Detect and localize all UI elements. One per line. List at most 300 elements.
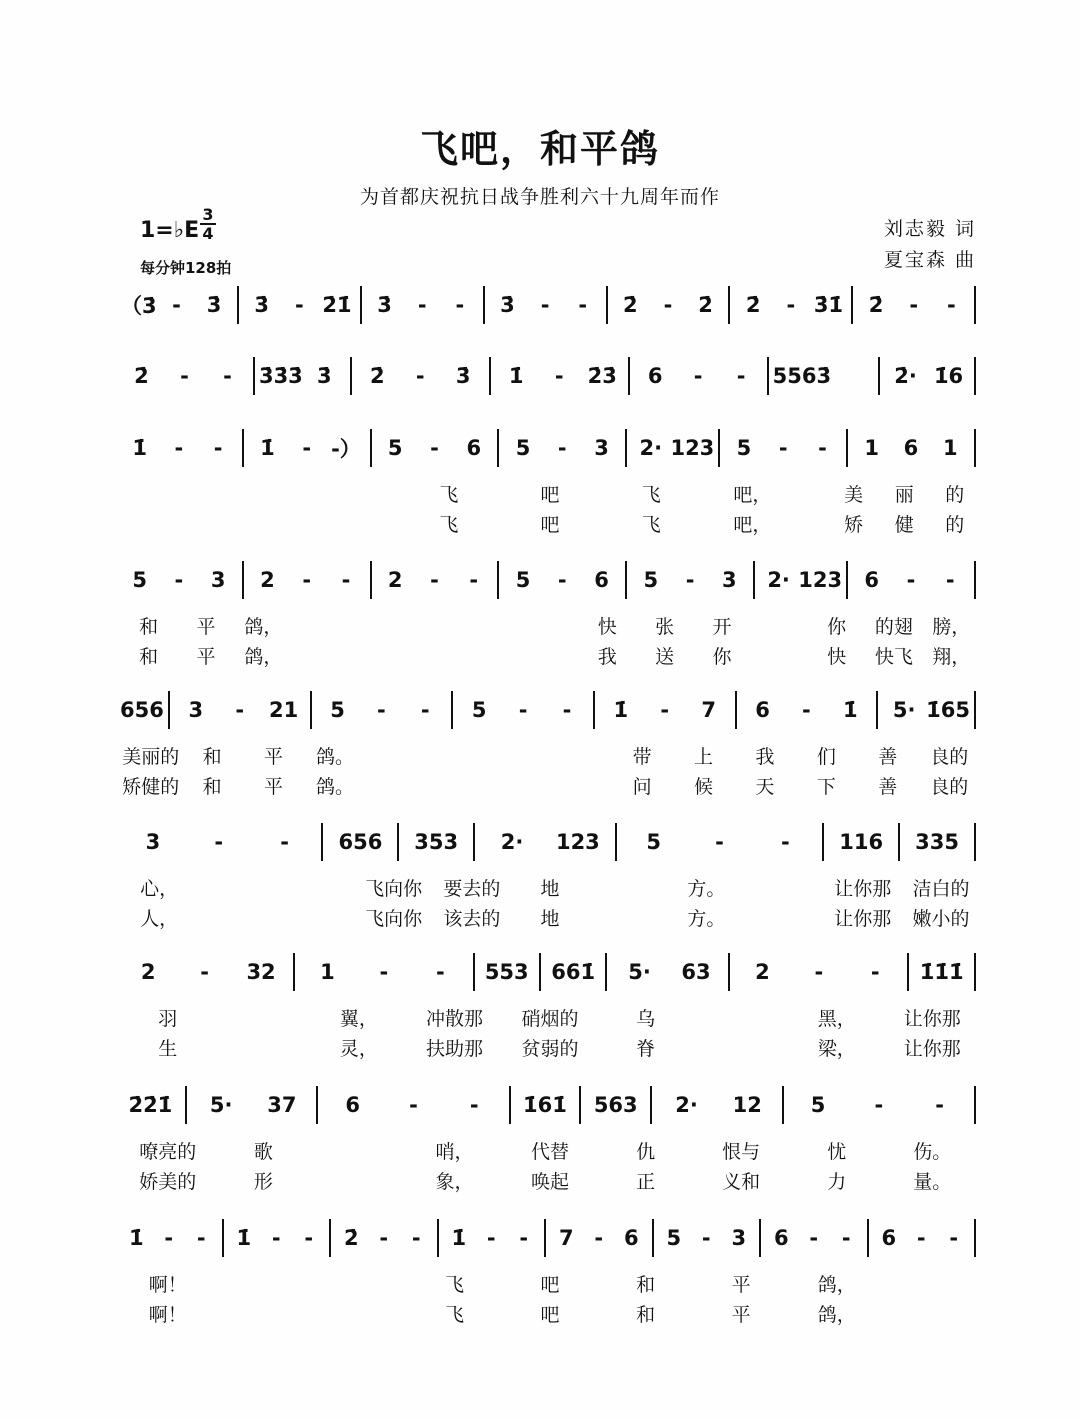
lyric-syllable: 歌 bbox=[253, 1141, 273, 1163]
bar-line bbox=[237, 286, 239, 324]
note: 3̇3̇3̇ bbox=[258, 364, 303, 388]
note: 5 bbox=[132, 568, 147, 592]
bar-line bbox=[767, 357, 769, 395]
lyric-syllable bbox=[464, 642, 521, 669]
lyric-syllable: 平 bbox=[264, 776, 284, 798]
note: 6 bbox=[466, 436, 482, 460]
note: 5563̇ bbox=[772, 364, 832, 388]
lyric-syllable: 吧 bbox=[540, 1274, 560, 1296]
note: - bbox=[786, 293, 796, 317]
note: 5 bbox=[471, 698, 487, 722]
lyric-syllable: 我 bbox=[597, 646, 617, 668]
lyric-syllable: 吧 bbox=[540, 514, 560, 536]
lyric-syllable: 心， bbox=[140, 878, 179, 900]
note: 116 bbox=[839, 830, 884, 854]
lyric-syllable bbox=[198, 874, 276, 901]
note: 2· bbox=[767, 568, 790, 592]
lyric-syllable bbox=[589, 904, 667, 931]
note: 37 bbox=[267, 1093, 297, 1117]
bar-line bbox=[360, 286, 362, 324]
bar-line bbox=[310, 691, 312, 729]
note: - bbox=[945, 568, 955, 592]
lyric-syllable: 伤。 bbox=[913, 1141, 952, 1163]
lyric-syllable: 生 bbox=[158, 1038, 178, 1060]
note: 1̇ bbox=[128, 1226, 144, 1250]
lyric-syllable bbox=[276, 904, 354, 931]
lyric-syllable: 让你那 bbox=[903, 1008, 961, 1030]
lyric-syllable: 力 bbox=[827, 1171, 847, 1193]
lyric-syllable bbox=[427, 772, 488, 799]
bar-line bbox=[782, 1086, 784, 1124]
lyric-syllable: 和 bbox=[139, 616, 159, 638]
lyric-syllable bbox=[292, 642, 349, 669]
lyric-syllable: 恨与 bbox=[722, 1141, 761, 1163]
lyric-syllable bbox=[474, 510, 525, 537]
lyric-syllable: 飞 bbox=[444, 1274, 464, 1296]
lyric-syllable: 冲散那 bbox=[425, 1008, 483, 1030]
lyric-syllable: 飞向你 bbox=[365, 908, 423, 930]
note: 5 bbox=[666, 1226, 682, 1250]
note: 1 bbox=[864, 436, 880, 460]
lyric-line-1 bbox=[120, 1004, 980, 1031]
note: - bbox=[693, 364, 703, 388]
note: - bbox=[660, 698, 670, 722]
note: - bbox=[196, 1226, 206, 1250]
note: 1̇1̇1̇ bbox=[919, 960, 964, 984]
lyric-syllable bbox=[216, 1300, 312, 1327]
lyric-syllable bbox=[272, 480, 323, 507]
note: - bbox=[302, 568, 312, 592]
staff-system bbox=[120, 690, 980, 810]
lyric-syllable: 良的 bbox=[930, 776, 969, 798]
lyric-syllable: 该去的 bbox=[443, 908, 501, 930]
lyric-syllable: 地 bbox=[540, 878, 560, 900]
note: - bbox=[164, 1226, 174, 1250]
lyric-syllable bbox=[464, 612, 521, 639]
lyric-syllable: 吧， bbox=[733, 484, 772, 506]
lyric-syllable: 平 bbox=[196, 646, 216, 668]
note: - bbox=[409, 1093, 418, 1117]
bar-line bbox=[974, 429, 976, 467]
note: 2 bbox=[140, 960, 156, 984]
note: - bbox=[663, 293, 673, 317]
lyric-syllable: 和 bbox=[636, 1274, 656, 1296]
lyric-syllable: 梁， bbox=[817, 1038, 856, 1060]
lyric-syllable: 美 bbox=[844, 484, 864, 506]
lyric-syllable: 开 bbox=[712, 616, 732, 638]
lyric-syllable: 羽 bbox=[158, 1008, 178, 1030]
lyric-syllable: 快 bbox=[827, 646, 847, 668]
bar-line bbox=[168, 691, 170, 729]
lyric-line-1 bbox=[120, 1137, 980, 1164]
lyric-line-2 bbox=[120, 1300, 980, 1327]
bar-line bbox=[974, 561, 976, 599]
lyric-syllable: 吧 bbox=[540, 1304, 560, 1326]
note: 2̇3̇ bbox=[587, 364, 617, 388]
lyric-syllable bbox=[311, 1270, 407, 1297]
note: - bbox=[379, 960, 389, 984]
lyric-syllable bbox=[120, 480, 171, 507]
lyric-syllable: 要去的 bbox=[443, 878, 501, 900]
lyric-syllable: 贫弱的 bbox=[521, 1038, 579, 1060]
bar-line bbox=[329, 1219, 331, 1257]
bar-line bbox=[974, 691, 976, 729]
note: 2· bbox=[639, 436, 663, 460]
lyric-syllable: 平 bbox=[264, 746, 284, 768]
lyric-syllable bbox=[693, 1004, 789, 1031]
song-title: 飞吧，和平鸽 bbox=[419, 126, 660, 171]
note: 3 bbox=[731, 1226, 747, 1250]
note: 563 bbox=[593, 1093, 638, 1117]
lyric-syllable: 丽 bbox=[894, 484, 914, 506]
note: 1̇ bbox=[236, 1226, 252, 1250]
note: 123 bbox=[798, 568, 843, 592]
lyric-syllable bbox=[216, 1034, 312, 1061]
note: - bbox=[213, 436, 223, 460]
lyric-line-2 bbox=[120, 510, 980, 537]
note: -） bbox=[331, 437, 361, 461]
lyric-syllable: 你 bbox=[827, 616, 847, 638]
note: - bbox=[430, 568, 439, 592]
staff-system bbox=[120, 1085, 980, 1205]
lyric-syllable: 硝烟的 bbox=[521, 1008, 579, 1030]
note: - bbox=[341, 568, 351, 592]
lyric-syllable: 飞 bbox=[641, 514, 661, 536]
lyric-syllable bbox=[216, 1270, 312, 1297]
lyric-syllable bbox=[778, 510, 829, 537]
note: 6 bbox=[594, 568, 609, 592]
note: - bbox=[701, 1226, 711, 1250]
note: 32 bbox=[246, 960, 276, 984]
bar-line bbox=[605, 953, 607, 991]
note: - bbox=[906, 568, 916, 592]
note: （3̇ bbox=[121, 294, 157, 318]
lyric-syllable: 平 bbox=[731, 1304, 751, 1326]
lyric-syllable: 们 bbox=[816, 746, 836, 768]
lyric-syllable: 天 bbox=[755, 776, 775, 798]
bar-line bbox=[370, 429, 372, 467]
bar-line bbox=[593, 691, 595, 729]
lyric-syllable bbox=[198, 904, 276, 931]
note: 2· bbox=[500, 830, 524, 854]
note: - bbox=[417, 293, 427, 317]
note: 1̇ bbox=[613, 698, 629, 722]
note-row bbox=[120, 1218, 980, 1258]
bar-line bbox=[489, 357, 491, 395]
bar-line bbox=[759, 1219, 761, 1257]
staff-system bbox=[120, 952, 980, 1072]
bar-line bbox=[851, 286, 853, 324]
composer-credit: 夏宝森 曲 bbox=[883, 249, 976, 271]
lyric-line-1 bbox=[120, 742, 980, 769]
lyric-syllable: 象， bbox=[435, 1171, 474, 1193]
bar-line bbox=[625, 561, 627, 599]
lyric-syllable: 和 bbox=[202, 776, 222, 798]
note: 6 bbox=[903, 436, 919, 460]
lyric-syllable: 善 bbox=[878, 776, 898, 798]
note: 3 bbox=[188, 698, 204, 722]
lyric-syllable bbox=[322, 510, 373, 537]
bar-line bbox=[321, 823, 323, 861]
lyric-syllable bbox=[489, 772, 550, 799]
note: - bbox=[302, 436, 312, 460]
lyric-syllable: 嘹亮的 bbox=[139, 1141, 197, 1163]
note: 5 bbox=[515, 568, 531, 592]
note-row bbox=[120, 952, 980, 992]
lyric-syllable: 膀， bbox=[932, 616, 971, 638]
note: 2 bbox=[387, 568, 403, 592]
lyric-syllable bbox=[366, 742, 427, 769]
lyric-syllable bbox=[589, 874, 667, 901]
note: 2 bbox=[260, 568, 275, 592]
bar-line bbox=[185, 1086, 187, 1124]
lyric-syllable: 矫健的 bbox=[122, 776, 180, 798]
lyric-syllable bbox=[474, 480, 525, 507]
note: 6 bbox=[881, 1226, 897, 1250]
lyric-syllable: 鸽， bbox=[817, 1304, 856, 1326]
note: 1̇ bbox=[132, 436, 147, 460]
lyric-syllable: 乌 bbox=[636, 1008, 656, 1030]
note: 1̇ bbox=[451, 1226, 467, 1250]
lyric-syllable: 平 bbox=[731, 1274, 751, 1296]
note: 2· bbox=[675, 1093, 698, 1117]
lyric-syllable: 你 bbox=[712, 646, 732, 668]
lyric-syllable: 仇 bbox=[636, 1141, 656, 1163]
lyric-syllable: 灵， bbox=[339, 1038, 378, 1060]
note: - bbox=[455, 293, 465, 317]
note: - bbox=[486, 1226, 496, 1250]
lyric-syllable: 翔， bbox=[932, 646, 971, 668]
note: 1 bbox=[320, 960, 335, 984]
bar-line bbox=[735, 691, 737, 729]
lyric-syllable: 吧， bbox=[733, 514, 772, 536]
bar-line bbox=[437, 1219, 439, 1257]
note-row bbox=[120, 428, 980, 468]
note: 5 bbox=[810, 1093, 826, 1117]
note: 6 bbox=[755, 698, 770, 722]
lyric-syllable bbox=[171, 510, 222, 537]
note: - bbox=[874, 1093, 884, 1117]
note: - bbox=[809, 1226, 819, 1250]
lyric-syllable: 翼， bbox=[339, 1008, 378, 1030]
lyric-syllable bbox=[276, 874, 354, 901]
note: 1 bbox=[942, 436, 958, 460]
note-row bbox=[120, 560, 980, 600]
lyric-syllable: 啊！ bbox=[148, 1274, 187, 1296]
note: 661̇ bbox=[551, 960, 596, 984]
lyric-syllable bbox=[677, 510, 728, 537]
lyric-syllable bbox=[120, 510, 171, 537]
note: - bbox=[280, 830, 289, 854]
note: 1̇6 bbox=[933, 364, 964, 388]
note: 7 bbox=[701, 698, 716, 722]
lyric-syllable bbox=[366, 772, 427, 799]
note: - bbox=[519, 1226, 529, 1250]
note: 123 bbox=[670, 436, 715, 460]
note: 656 bbox=[120, 698, 164, 722]
lyric-syllable: 洁白的 bbox=[912, 878, 970, 900]
lyric-syllable: 下 bbox=[816, 776, 836, 798]
note: 2̇ bbox=[623, 293, 638, 317]
lyric-syllable: 送 bbox=[655, 646, 675, 668]
note: 2̇2̇1̇ bbox=[128, 1093, 173, 1117]
lyric-line-2 bbox=[120, 1167, 980, 1194]
bar-line bbox=[350, 357, 352, 395]
note: - bbox=[174, 436, 184, 460]
lyric-syllable: 飞 bbox=[439, 514, 459, 536]
note: 5· bbox=[892, 698, 916, 722]
lyric-syllable bbox=[373, 480, 424, 507]
lyric-syllable: 娇美的 bbox=[139, 1171, 197, 1193]
note: 3̇ bbox=[500, 293, 515, 317]
lyric-syllable bbox=[349, 642, 406, 669]
bar-line bbox=[974, 1086, 976, 1124]
note: - bbox=[469, 1093, 479, 1117]
note: 6 bbox=[864, 568, 880, 592]
note: - bbox=[172, 293, 181, 317]
note: 6 bbox=[623, 1226, 639, 1250]
lyric-syllable: 的翅 bbox=[874, 616, 913, 638]
note: - bbox=[557, 568, 567, 592]
bar-line bbox=[497, 429, 499, 467]
note: - bbox=[841, 1226, 851, 1250]
bar-line bbox=[650, 1086, 652, 1124]
note: 2 bbox=[755, 960, 770, 984]
lyric-line-1 bbox=[120, 612, 980, 639]
note: - bbox=[554, 364, 564, 388]
lyric-line-1 bbox=[120, 480, 980, 507]
note: 6 bbox=[647, 364, 663, 388]
lyric-syllable bbox=[885, 1300, 981, 1327]
bar-line bbox=[222, 1219, 224, 1257]
lyric-syllable bbox=[349, 612, 406, 639]
lyric-syllable: 鸽， bbox=[244, 646, 283, 668]
lyric-syllable: 快 bbox=[597, 616, 617, 638]
note: - bbox=[377, 698, 386, 722]
lyric-syllable: 快飞 bbox=[874, 646, 913, 668]
note: - bbox=[271, 1226, 281, 1250]
lyric-syllable: 美丽的 bbox=[122, 746, 180, 768]
lyric-syllable bbox=[575, 510, 626, 537]
note: - bbox=[778, 436, 788, 460]
note: - bbox=[411, 1226, 421, 1250]
lyric-syllable bbox=[550, 772, 611, 799]
note: - bbox=[557, 436, 567, 460]
note: 123 bbox=[555, 830, 600, 854]
lyric-syllable bbox=[221, 510, 272, 537]
note: - bbox=[200, 960, 209, 984]
lyric-syllable bbox=[311, 1300, 407, 1327]
note: - bbox=[214, 830, 224, 854]
note: 3̇ bbox=[455, 364, 471, 388]
lyric-syllable: 候 bbox=[694, 776, 714, 798]
note: 12 bbox=[732, 1093, 762, 1117]
bar-line bbox=[253, 357, 255, 395]
bar-line bbox=[652, 1219, 654, 1257]
lyric-syllable: 正 bbox=[636, 1171, 656, 1193]
note: - bbox=[715, 830, 724, 854]
note: 5 bbox=[330, 698, 345, 722]
note: 6 bbox=[345, 1093, 360, 1117]
note-row bbox=[120, 356, 980, 396]
lyric-syllable: 良的 bbox=[930, 746, 969, 768]
note: - bbox=[174, 568, 184, 592]
note: - bbox=[415, 364, 425, 388]
note: 1̇ bbox=[508, 364, 524, 388]
note: 5 bbox=[646, 830, 662, 854]
bar-line bbox=[497, 561, 499, 599]
note: - bbox=[578, 293, 588, 317]
note: 63 bbox=[681, 960, 711, 984]
note: - bbox=[562, 698, 572, 722]
bar-line bbox=[846, 429, 848, 467]
lyric-syllable: 让你那 bbox=[834, 908, 892, 930]
bar-line bbox=[473, 953, 475, 991]
lyric-syllable: 带 bbox=[632, 746, 652, 768]
lyric-syllable bbox=[575, 480, 626, 507]
lyric-syllable: 脊 bbox=[636, 1038, 656, 1060]
lyric-syllable: 鸽。 bbox=[315, 746, 354, 768]
lyric-line-1 bbox=[120, 1270, 980, 1297]
lyric-syllable: 代替 bbox=[531, 1141, 570, 1163]
lyric-syllable bbox=[221, 480, 272, 507]
lyric-syllable bbox=[521, 612, 578, 639]
note-row bbox=[120, 1085, 980, 1125]
lyric-syllable: 和 bbox=[636, 1304, 656, 1326]
bar-line bbox=[867, 1219, 869, 1257]
lyric-syllable: 人， bbox=[140, 908, 179, 930]
key-signature: 1=♭E bbox=[140, 218, 200, 243]
note: - bbox=[540, 293, 550, 317]
lyric-syllable: 方。 bbox=[687, 878, 726, 900]
bar-line bbox=[242, 429, 244, 467]
lyric-syllable bbox=[521, 642, 578, 669]
note-row bbox=[120, 690, 980, 730]
staff-system bbox=[120, 428, 980, 548]
bar-line bbox=[846, 561, 848, 599]
note: - bbox=[180, 364, 189, 388]
bar-line bbox=[628, 357, 630, 395]
note: 3̇ bbox=[206, 293, 222, 317]
lyric-syllable: 让你那 bbox=[903, 1038, 961, 1060]
lyric-syllable: 嫩小的 bbox=[912, 908, 970, 930]
bar-line bbox=[822, 823, 824, 861]
lyric-syllable: 扶助那 bbox=[425, 1038, 483, 1060]
note: 5 bbox=[387, 436, 403, 460]
lyric-syllable: 健 bbox=[894, 514, 914, 536]
lyric-syllable bbox=[746, 904, 824, 931]
note: 2̇ bbox=[745, 293, 761, 317]
bar-line bbox=[718, 429, 720, 467]
lyric-syllable bbox=[171, 480, 222, 507]
note: - bbox=[294, 293, 304, 317]
note: 2̇ bbox=[343, 1226, 359, 1250]
lyric-syllable: 上 bbox=[694, 746, 714, 768]
lyric-syllable: 鸽， bbox=[244, 616, 283, 638]
bar-line bbox=[451, 691, 453, 729]
lyric-syllable bbox=[322, 480, 373, 507]
note: 2̇ bbox=[868, 293, 884, 317]
note: - bbox=[814, 960, 824, 984]
staff-system bbox=[120, 822, 980, 942]
note: 7 bbox=[558, 1226, 574, 1250]
meter-bottom: 4 bbox=[202, 224, 214, 243]
note: 6 bbox=[773, 1226, 789, 1250]
lyric-syllable: 的 bbox=[945, 514, 965, 536]
lyric-syllable: 和 bbox=[139, 646, 159, 668]
note: 21 bbox=[269, 698, 299, 722]
note: - bbox=[518, 698, 528, 722]
